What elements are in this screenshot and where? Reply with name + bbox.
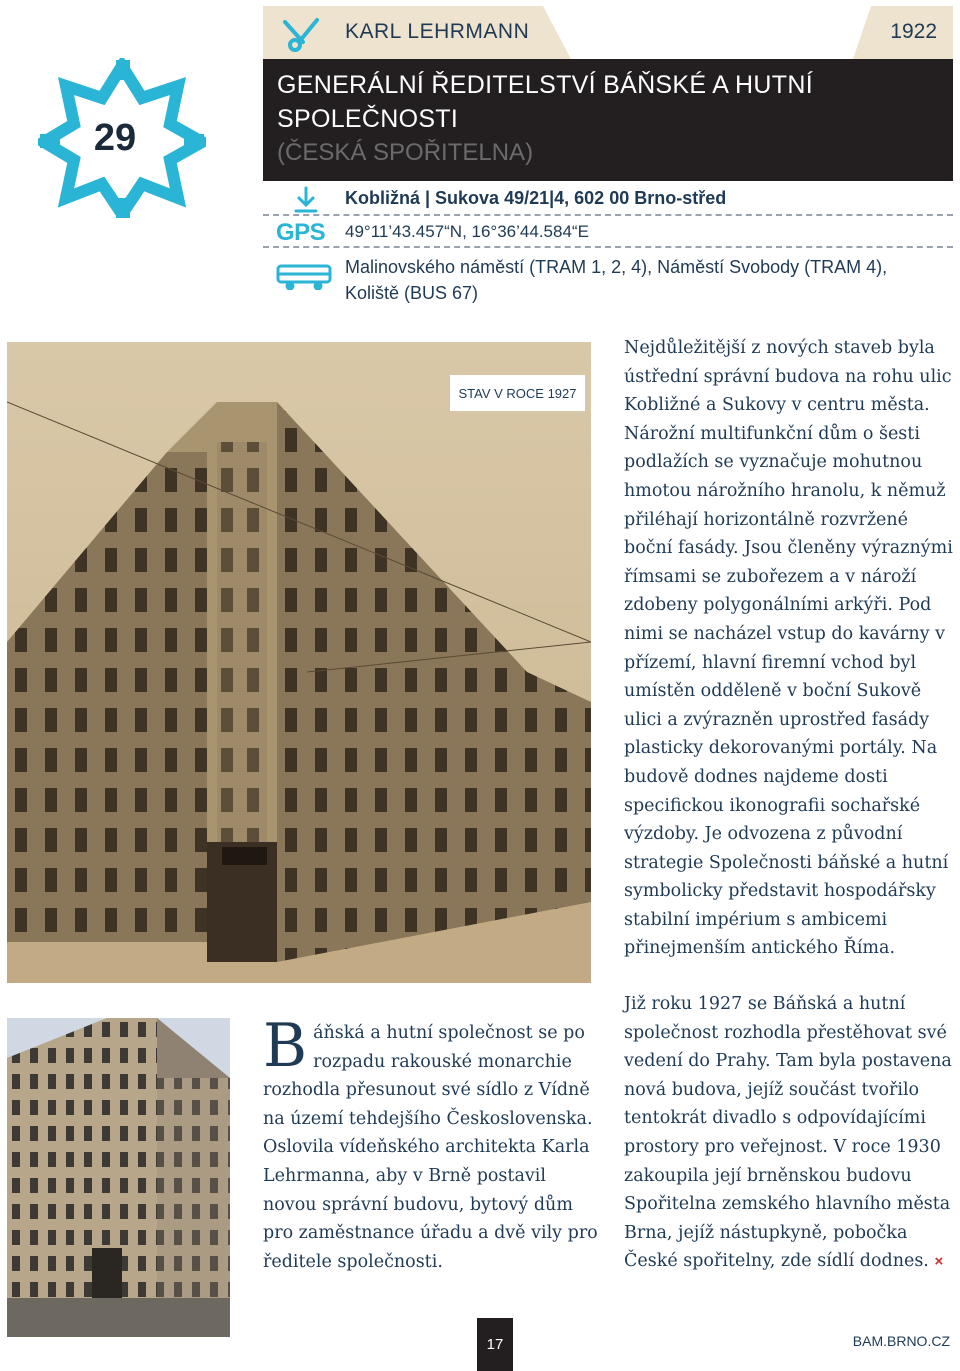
transport-info: Malinovského náměstí (TRAM 1, 2, 4), Náměstí Svobody (TRAM 4), Koliště (BUS 67) xyxy=(345,257,888,303)
divider xyxy=(263,246,953,248)
page-number: 17 xyxy=(486,1336,504,1353)
title-block xyxy=(263,59,953,181)
body-paragraph-2-text: Již roku 1927 se Báňská a hutní společnost rozhodla přestěhovat své vedení do Prahy. Tam byla postavena nová budova, jejíž součást tvořilo tentokrát divadlo s odpovídajícími prostory pro veřejnost. V roce 1930 zakoupila její brněnskou budovu Spořitelna zemského hlavního města Brna, jejíž nástupkyně, pobočka České spořitelny, zde sídlí dodnes. xyxy=(624,994,952,1272)
title-subtitle: (ČESKÁ SPOŘITELNA) xyxy=(277,139,534,166)
title-line-2: SPOLEČNOSTI xyxy=(277,105,459,133)
body-paragraph-1: Nejdůležitější z nových staveb byla ústřední správní budova na rohu ulic Kobližné a Sukovy v centru města. Nárožní multifunkční dům o šesti podlažích se vyznačuje mohutnou hmotou nárožního hranolu, k němuž přiléhají horizontálně rozvržené boční fasády. Jsou členěny výraznými římsami se zubořezem a v nároží zdobeny polygonálními arkýři. Pod nimi se nacházel vstup do kavárny v přízemí, hlavní firemní vchod byl umístěn odděleně v boční Sukově ulici a zvýrazněn uprostřed fasády plasticky dekorovanými portály. Na budově dodnes najdeme dosti specifickou ikonografii sochařské výzdoby. Je odvozena z původní strategie Společnosti báňské a hutní symbolicky představit hospodářsky stabilní impérium s ambicemi přinejmenším antického Říma. xyxy=(624,338,953,959)
body-paragraph-intro xyxy=(263,1011,603,1276)
location-arrow-icon xyxy=(292,186,320,214)
gps-coordinates: 49°11’43.457“N, 16°36’44.584“E xyxy=(345,222,589,241)
historic-building-photo xyxy=(7,342,591,983)
page-number-box xyxy=(477,1318,513,1371)
architect-name: KARL LEHRMANN xyxy=(345,20,530,43)
title-line-1: GENERÁLNÍ ŘEDITELSTVÍ BÁŇSKÉ A HUTNÍ xyxy=(277,71,813,99)
divider xyxy=(263,214,953,216)
photo-caption-box xyxy=(450,375,585,411)
badge xyxy=(38,58,206,218)
address: Kobližná | Sukova 49/21|4, 602 00 Brno-střed xyxy=(345,188,727,208)
body-paragraph-2 xyxy=(624,990,954,1277)
gps-label: GPS xyxy=(276,219,326,246)
header-strip xyxy=(263,6,953,59)
badge-number: 29 xyxy=(93,116,137,159)
body-paragraph-intro-text: áňská a hutní společnost se po rozpadu rakouské monarchie rozhodla přesunout své sídlo z Vídně na území tehdejšího Československa. Oslovila vídeňského architekta Karla Lehrmanna, aby v Brně postavil novou správní budovu, bytový dům pro zaměstnance úřadu a dvě vily pro ředitele společnosti. xyxy=(263,1023,598,1272)
end-mark-icon: × xyxy=(934,1253,944,1271)
tram-icon xyxy=(276,262,332,290)
current-building-photo xyxy=(7,1018,230,1337)
year: 1922 xyxy=(890,20,937,43)
drop-cap: B xyxy=(263,1011,308,1081)
hammer-icon xyxy=(281,16,321,52)
photo-caption: STAV V ROCE 1927 xyxy=(458,385,577,401)
site-url: BAM.BRNO.CZ xyxy=(852,1333,950,1349)
